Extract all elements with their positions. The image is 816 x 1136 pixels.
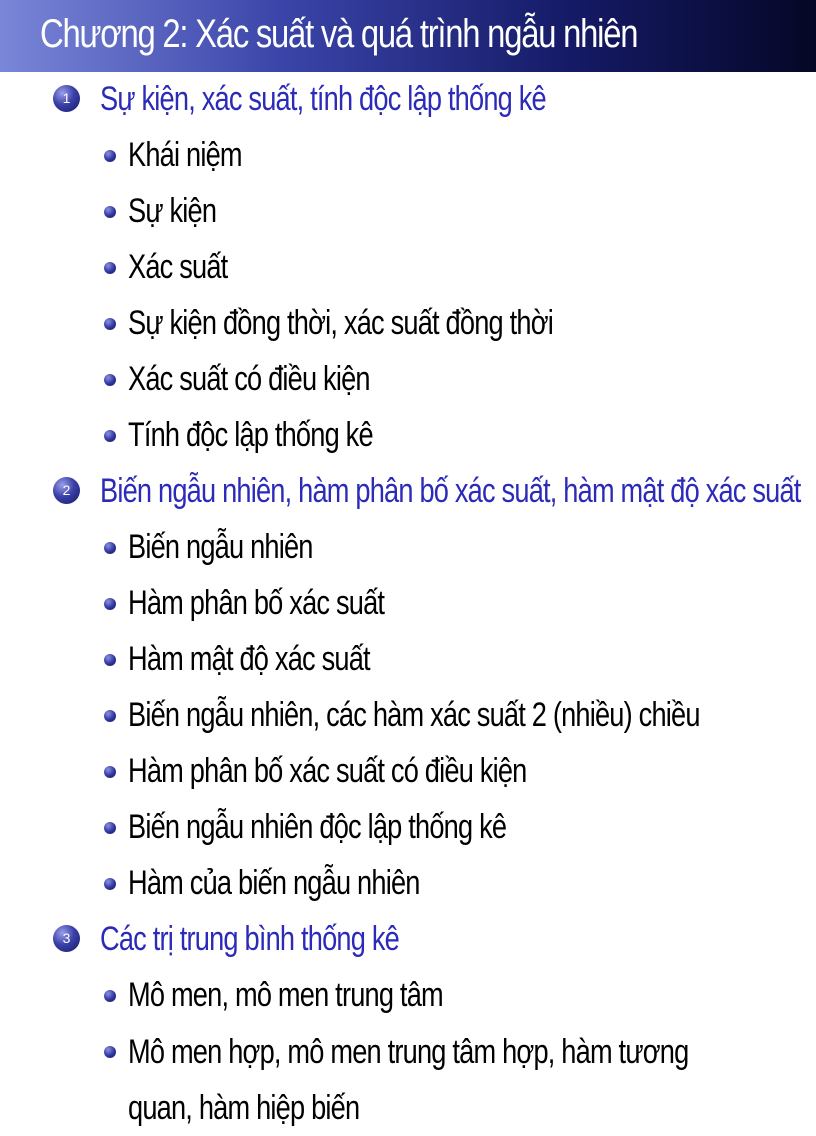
bullet-icon <box>104 318 116 330</box>
section-number-badge: 2 <box>53 477 80 504</box>
section-2-heading <box>0 464 816 520</box>
bullet-icon <box>104 542 116 554</box>
list-item <box>0 408 816 464</box>
list-item-text: Biến ngẫu nhiên độc lập thống kê <box>128 808 507 846</box>
section-number-badge: 3 <box>53 925 80 952</box>
list-item-text: Sự kiện <box>128 192 217 230</box>
list-item-text: Biến ngẫu nhiên <box>128 528 313 566</box>
list-item <box>0 856 816 912</box>
bullet-icon <box>104 206 116 218</box>
list-item-text: Biến ngẫu nhiên, các hàm xác suất 2 (nhiều) chiều <box>128 696 700 734</box>
section-number-badge: 1 <box>53 85 80 112</box>
list-item <box>0 128 816 184</box>
list-item <box>0 1024 816 1136</box>
list-item <box>0 688 816 744</box>
list-item <box>0 968 816 1024</box>
list-item-text: Xác suất <box>128 248 228 286</box>
list-item-text: Hàm phân bố xác suất <box>128 584 385 622</box>
list-item <box>0 296 816 352</box>
list-item <box>0 520 816 576</box>
list-item-text: Khái niệm <box>128 136 242 174</box>
bullet-icon <box>104 654 116 666</box>
bullet-icon <box>104 262 116 274</box>
list-item <box>0 240 816 296</box>
title-bar <box>0 0 816 72</box>
list-item <box>0 744 816 800</box>
bullet-icon <box>104 430 116 442</box>
list-item-text: Hàm mật độ xác suất <box>128 640 370 678</box>
list-item <box>0 184 816 240</box>
bullet-icon <box>104 374 116 386</box>
section-title: Các trị trung bình thống kê <box>100 920 399 958</box>
bullet-icon <box>104 1046 116 1058</box>
list-item <box>0 800 816 856</box>
list-item-text: Mô men hợp, mô men trung tâm hợp, hàm tương quan, hàm hiệp biến <box>128 1033 689 1127</box>
section-title: Biến ngẫu nhiên, hàm phân bố xác suất, hàm mật độ xác suất <box>100 472 801 510</box>
list-item-text: Sự kiện đồng thời, xác suất đồng thời <box>128 304 553 342</box>
list-item <box>0 352 816 408</box>
bullet-icon <box>104 150 116 162</box>
list-item-text: Hàm phân bố xác suất có điều kiện <box>128 752 527 790</box>
list-item-text: Xác suất có điều kiện <box>128 360 370 398</box>
bullet-icon <box>104 598 116 610</box>
bullet-icon <box>104 990 116 1002</box>
section-3-heading <box>0 912 816 968</box>
bullet-icon <box>104 766 116 778</box>
list-item-text: Hàm của biến ngẫu nhiên <box>128 864 420 902</box>
section-title: Sự kiện, xác suất, tính độc lập thống kê <box>100 80 546 118</box>
bullet-icon <box>104 878 116 890</box>
list-item-text: Mô men, mô men trung tâm <box>128 976 443 1014</box>
bullet-icon <box>104 822 116 834</box>
slide-content <box>0 72 816 1136</box>
slide-title: Chương 2: Xác suất và quá trình ngẫu nhiên <box>40 12 638 56</box>
section-1-heading <box>0 72 816 128</box>
list-item <box>0 576 816 632</box>
list-item-text: Tính độc lập thống kê <box>128 416 373 454</box>
list-item <box>0 632 816 688</box>
bullet-icon <box>104 710 116 722</box>
